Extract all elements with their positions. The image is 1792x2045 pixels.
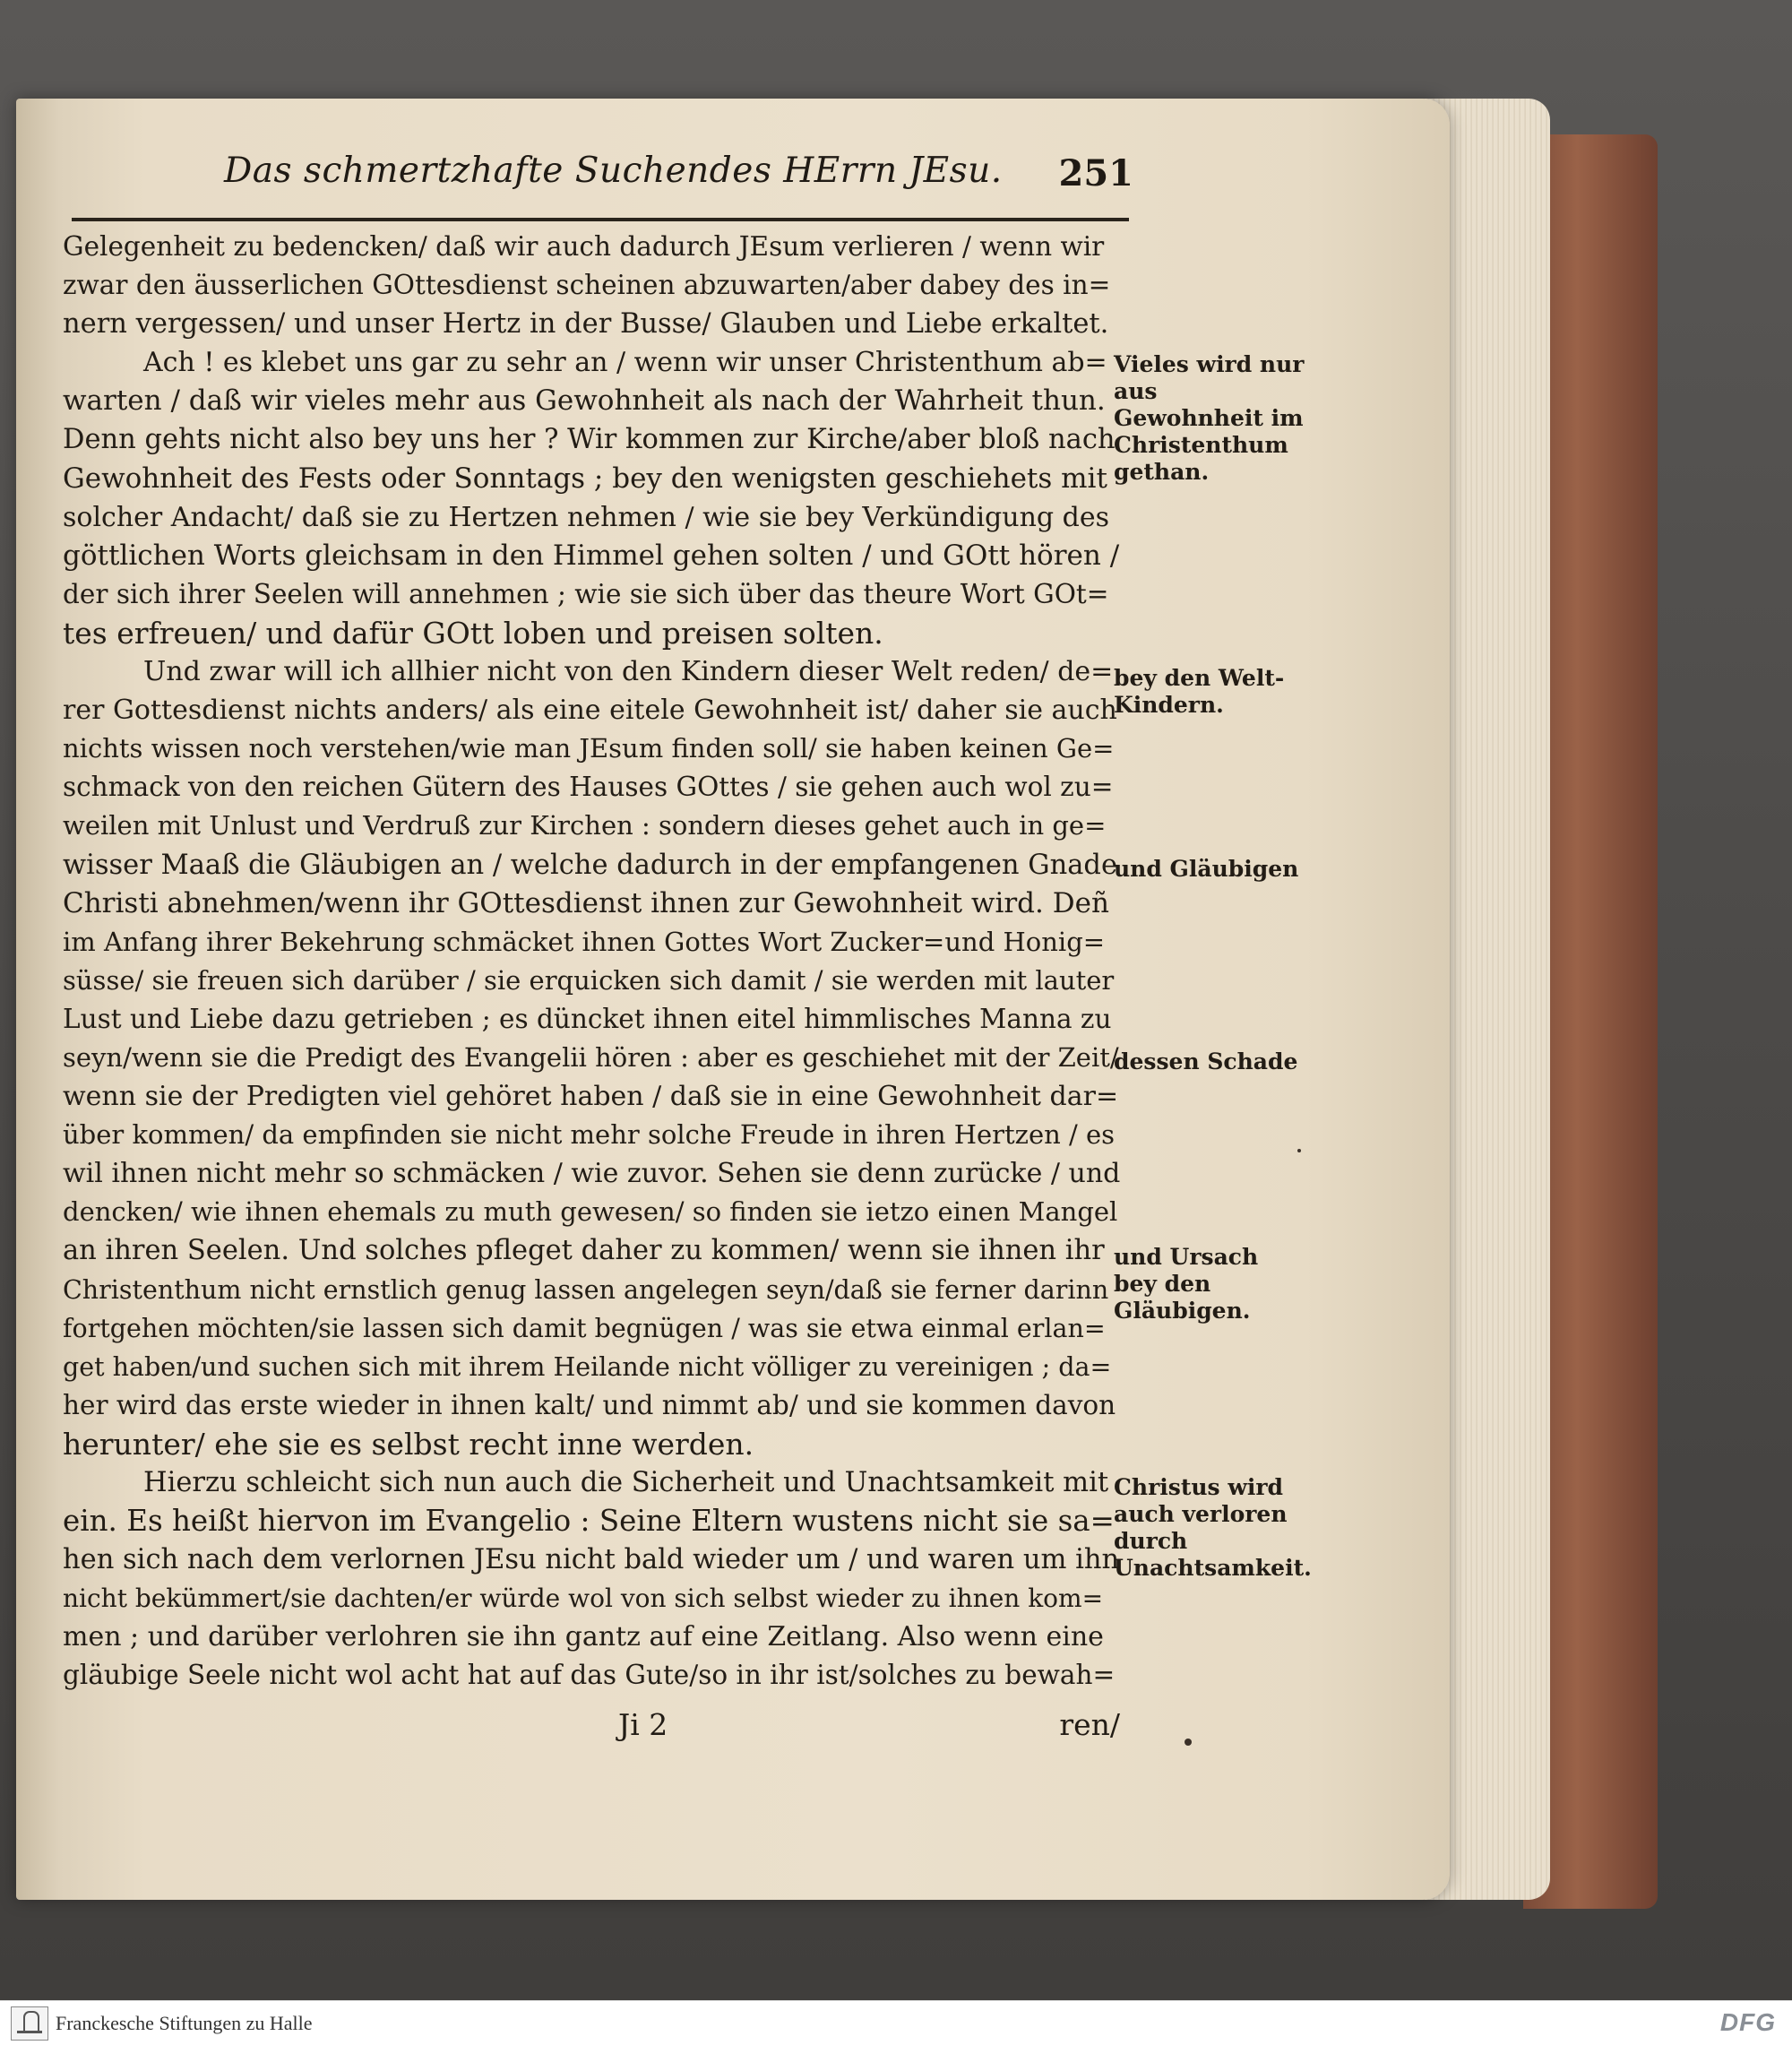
text-line: get haben/und suchen sich mit ihrem Heilande nicht völliger zu vereinigen ; da= bbox=[63, 1351, 1112, 1382]
text-line: Lust und Liebe dazu getrieben ; es düncket ihnen eitel himmlisches Manna zu bbox=[63, 1003, 1112, 1034]
header-rule bbox=[72, 218, 1129, 221]
signature-mark: Ji 2 bbox=[618, 1707, 668, 1742]
text-line: süsse/ sie freuen sich darüber / sie erquicken sich damit / sie werden mit lauter bbox=[63, 964, 1115, 996]
margin-note: bey den Welt-Kindern. bbox=[1114, 665, 1285, 718]
text-line: nichts wissen noch verstehen/wie man JEsum finden soll/ sie haben keinen Ge= bbox=[63, 733, 1115, 764]
text-line: Hierzu schleicht sich nun auch die Sicherheit und Unachtsamkeit mit bbox=[143, 1467, 1109, 1498]
catchword: ren/ bbox=[1059, 1707, 1120, 1742]
text-line: über kommen/ da empfinden sie nicht mehr solche Freude in ihren Hertzen / es bbox=[63, 1119, 1116, 1151]
text-line: men ; und darüber verlohren sie ihn gantz auf eine Zeitlang. Also wenn eine bbox=[63, 1621, 1104, 1653]
text-line: fortgehen möchten/sie lassen sich damit begnügen / was sie etwa einmal erlan= bbox=[63, 1313, 1106, 1343]
text-line: Christenthum nicht ernstlich genug lassen angelegen seyn/daß sie ferner darinn bbox=[63, 1274, 1109, 1305]
text-line: Ach ! es klebet uns gar zu sehr an / wenn wir unser Christenthum ab= bbox=[143, 347, 1107, 379]
margin-note: dessen Schade bbox=[1114, 1048, 1298, 1074]
text-line: im Anfang ihrer Bekehrung schmäcket ihnen Gottes Wort Zucker=und Honig= bbox=[63, 926, 1106, 957]
text-line: seyn/wenn sie die Predigt des Evangelii hören : aber es geschiehet mit der Zeit/ bbox=[63, 1041, 1119, 1073]
page-speck bbox=[1185, 1739, 1192, 1746]
viewer-footer bbox=[0, 2000, 1792, 2045]
dfg-logo: DFG bbox=[1719, 2008, 1776, 2036]
running-title: Das schmertzhafte Suchendes HErrn JEsu. bbox=[224, 151, 1003, 191]
text-line: herunter/ ehe sie es selbst recht inne werden. bbox=[63, 1426, 754, 1462]
text-line: hen sich nach dem verlornen JEsu nicht bald wieder um / und waren um ihn bbox=[63, 1544, 1120, 1576]
margin-note: und Gläubigen bbox=[1114, 856, 1299, 882]
page-number: 251 bbox=[1058, 152, 1133, 194]
text-line: rer Gottesdienst nichts anders/ als eine eitele Gewohnheit ist/ daher sie auch bbox=[63, 695, 1117, 727]
text-line: tes erfreuen/ und dafür GOtt loben und preisen solten. bbox=[63, 615, 883, 651]
text-line: wil ihnen nicht mehr so schmäcken / wie zuvor. Sehen sie denn zurücke / und bbox=[63, 1158, 1120, 1190]
text-line: Gelegenheit zu bedencken/ daß wir auch dadurch JEsum verlieren / wenn wir bbox=[63, 231, 1105, 262]
text-line: Denn gehts nicht also bey uns her ? Wir kommen zur Kirche/aber bloß nach bbox=[63, 424, 1116, 456]
text-line: her wird das erste wieder in ihnen kalt/ und nimmt ab/ und sie kommen davon bbox=[63, 1389, 1116, 1420]
text-line: Und zwar will ich allhier nicht von den Kindern dieser Welt reden/ de= bbox=[143, 656, 1114, 688]
text-line: göttlichen Worts gleichsam in den Himmel gehen solten / und GOtt hören / bbox=[63, 539, 1120, 572]
body-text bbox=[63, 228, 1120, 1696]
text-line: nern vergessen/ und unser Hertz in der Busse/ Glauben und Liebe erkaltet. bbox=[63, 308, 1109, 341]
page-header bbox=[224, 151, 1147, 206]
text-line: schmack von den reichen Gütern des Hauses GOttes / sie gehen auch wol zu= bbox=[63, 772, 1114, 803]
text-line: der sich ihrer Seelen will annehmen ; wie sie sich über das theure Wort GOt= bbox=[63, 578, 1109, 609]
text-line: an ihren Seelen. Und solches pfleget daher zu kommen/ wenn sie ihnen ihr bbox=[63, 1235, 1105, 1267]
text-line: dencken/ wie ihnen ehemals zu muth gewesen/ so finden sie ietzo einen Mangel bbox=[63, 1196, 1118, 1228]
text-line: Gewohnheit des Fests oder Sonntags ; bey den wenigsten geschiehets mit bbox=[63, 462, 1107, 495]
page-speck bbox=[1297, 1149, 1301, 1152]
text-line: wisser Maaß die Gläubigen an / welche dadurch in der empfangenen Gnade bbox=[63, 849, 1117, 881]
institution-logo-icon bbox=[11, 2006, 48, 2041]
text-line: solcher Andacht/ daß sie zu Hertzen nehmen / wie sie bey Verkündigung des bbox=[63, 501, 1109, 533]
institution-name[interactable]: Franckesche Stiftungen zu Halle bbox=[56, 2012, 313, 2034]
page-footer-line bbox=[63, 1707, 1120, 1743]
text-line: zwar den äusserlichen GOttesdienst scheinen abzuwarten/aber dabey des in= bbox=[63, 270, 1111, 301]
text-line: Christi abnehmen/wenn ihr GOttesdienst ihnen zur Gewohnheit wird. Deñ bbox=[63, 886, 1109, 919]
margin-note: Vieles wird nur aus Gewohnheit im Christenthum gethan. bbox=[1114, 351, 1305, 485]
text-line: weilen mit Unlust und Verdruß zur Kirchen : sondern dieses gehet auch in ge= bbox=[63, 810, 1107, 841]
text-line: gläubige Seele nicht wol acht hat auf das Gute/so in ihr ist/solches zu bewah= bbox=[63, 1660, 1116, 1691]
margin-note: Christus wird auch verloren durch Unachtsamkeit. bbox=[1114, 1474, 1312, 1581]
text-line: nicht bekümmert/sie dachten/er würde wol von sich selbst wieder zu ihnen kom= bbox=[63, 1583, 1104, 1614]
text-line: wenn sie der Predigten viel gehöret haben / daß sie in eine Gewohnheit dar= bbox=[63, 1081, 1119, 1113]
text-line: warten / daß wir vieles mehr aus Gewohnheit als nach der Wahrheit thun. bbox=[63, 384, 1106, 418]
text-line: ein. Es heißt hiervon im Evangelio : Seine Eltern wustens nicht sie sa= bbox=[63, 1504, 1115, 1539]
margin-note: und Ursach bey den Gläubigen. bbox=[1114, 1244, 1259, 1324]
